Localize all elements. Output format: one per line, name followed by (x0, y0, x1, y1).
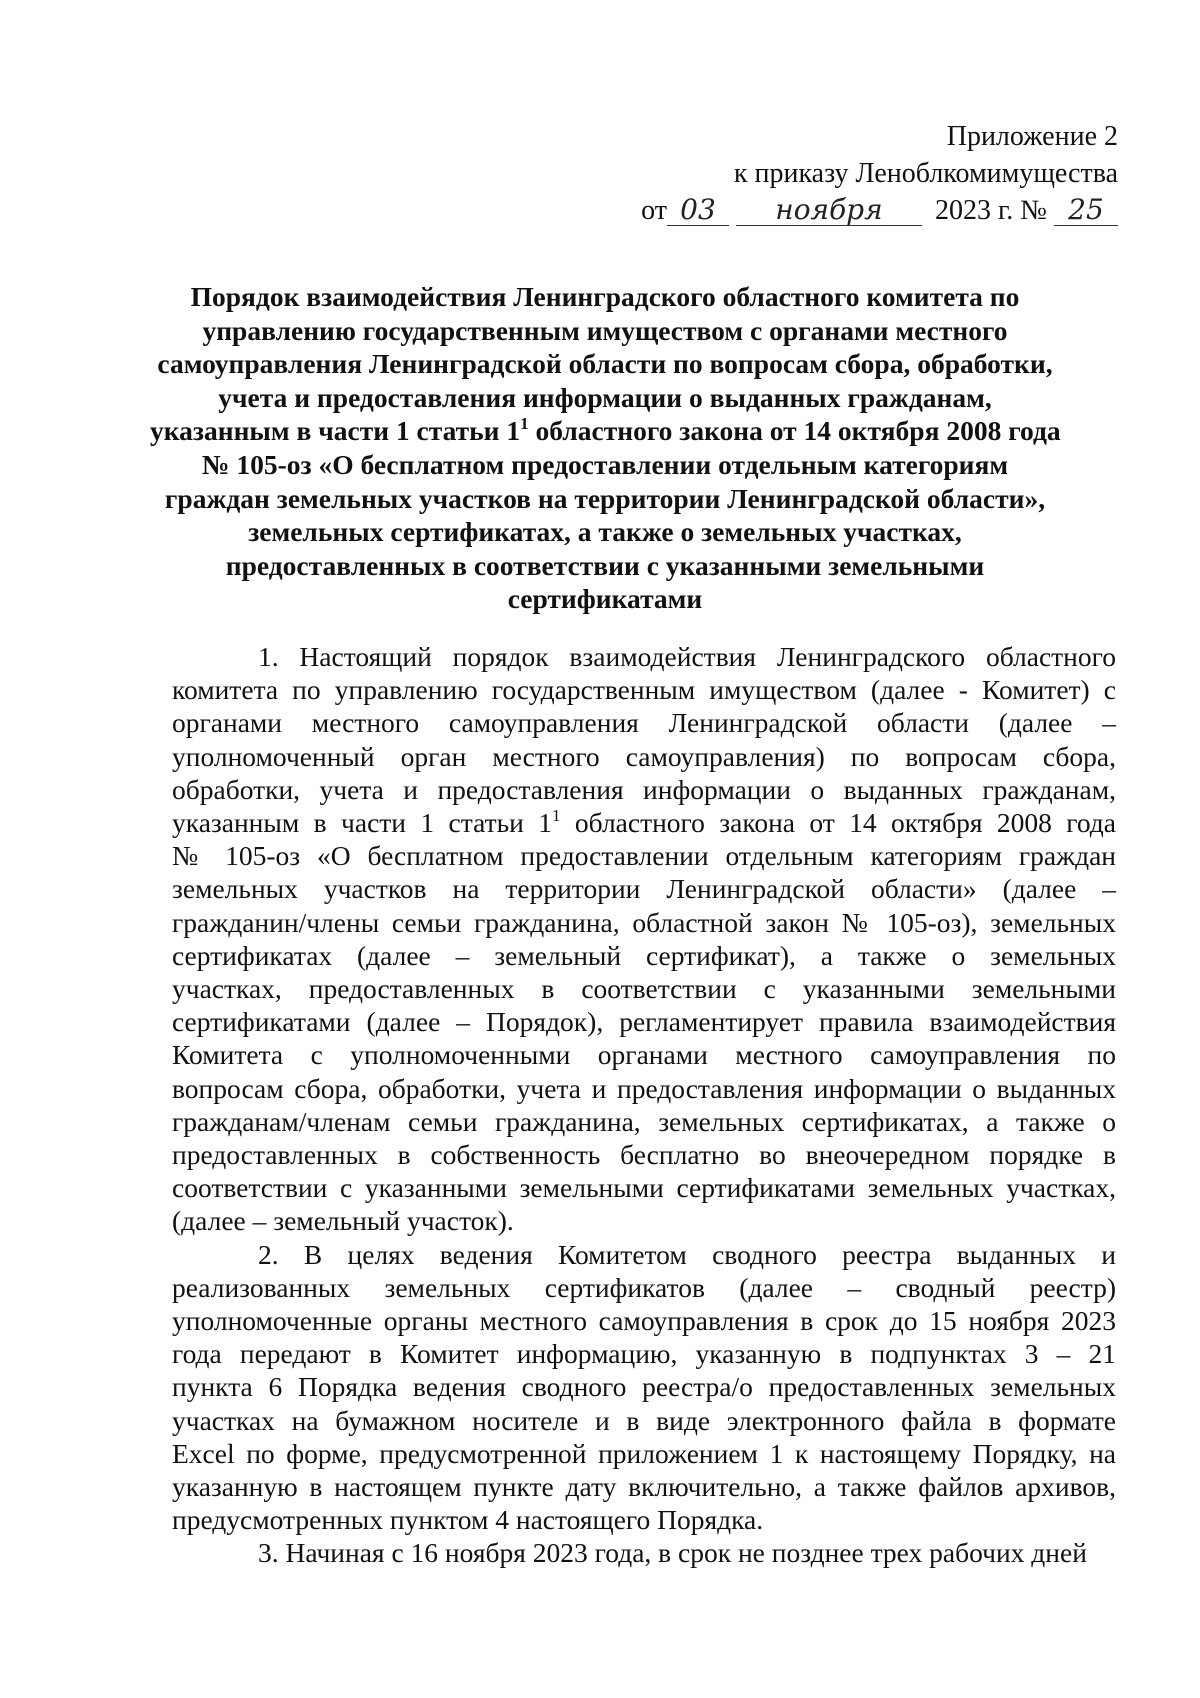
handwritten-month: ноября (736, 195, 922, 226)
article-superscript: 1 (552, 806, 561, 826)
title-line: предоставленных в соответствии с указанными земельными (225, 549, 985, 581)
handwritten-day: 03 (667, 195, 729, 226)
order-date-line (558, 192, 1118, 229)
document-body (172, 640, 1116, 1570)
title-line: Порядок взаимодействия Ленинградского областного комитета по (190, 281, 1020, 312)
title-line: самоуправления Ленинградской области по вопросам сбора, обработки, (157, 348, 1053, 380)
document-title (150, 280, 1060, 616)
title-line: граждан земельных участков на территории Ленинградской области», (164, 482, 1046, 514)
title-line: земельных сертификатах, а также о земельных участках, (248, 516, 962, 548)
title-line: управлению государственным имуществом с органами местного (202, 314, 1008, 346)
article-superscript: 1 (520, 414, 529, 434)
paragraph-3: 3. Начиная с 16 ноября 2023 года, в срок не позднее трех рабочих дней (258, 1537, 1087, 1569)
paragraph-1: 1. Настоящий порядок взаимодействия Ленинградского областного комитета по управлению государственным имуществом (далее - Комитет) с органами местного самоуправления Ленинградской области (далее – уполномоченный орган местного самоуправления) по вопросам сбора, обработки, учета и предоставления информации о выданных гражданам, указанным в части 1 статьи $1^1$ областного закона от 14 октября 2008 года № 105-оз «О бесплатном предоставлении отдельным категориям граждан земельных участков на территории Ленинградской области» (далее – гражданин/члены семьи гражданина, областной закон № 105-оз), земельных сертификатах (далее – земельный сертификат), а также о земельных участках, предоставленных в соответствии с указанными земельными сертификатами (далее – Порядок), регламентирует правила взаимодействия Комитета с уполномоченными органами местного самоуправления по вопросам сбора, обработки, учета и предоставления информации о выданных гражданам/членам семьи гражданина, земельных сертификатах, а также о предоставленных в собственность бесплатно во внеочередном порядке в соответствии с указанными земельными сертификатами земельных участках, (далее – земельный участок). (172, 641, 1117, 1237)
paragraph-2: 2. В целях ведения Комитетом сводного реестра выданных и реализованных земельных сертификатов (далее – сводный реестр) уполномоченные органы местного самоуправления в срок до 15 ноября 2023 года передают в Комитет информацию, указанную в подпунктах 3 – 21 пункта 6 Порядка ведения сводного реестра/о предоставленных земельных участках на бумажном носителе и в виде электронного файла в формате Excel по форме, предусмотренной приложением 1 к настоящему Порядку, на указанную в настоящем пункте дату включительно, а также файлов архивов, предусмотренных пунктом 4 настоящего Порядка. (172, 1238, 1116, 1536)
appendix-number: Приложение 2 (946, 121, 1118, 152)
appendix-order-ref: к приказу Леноблкомимущества (733, 158, 1118, 189)
title-line: учета и предоставления информации о выданных гражданам, (218, 381, 992, 413)
title-line: сертификатами (507, 583, 703, 615)
title-line: № 105-оз «О бесплатном предоставлении отдельным категориям (201, 448, 1009, 480)
handwritten-order-number: 25 (1054, 195, 1118, 226)
appendix-header (558, 118, 1118, 229)
date-year: 2023 г. № (934, 195, 1047, 226)
date-prefix: от (641, 195, 667, 226)
title-line: указанным в части 1 статьи $1^1$ областного закона от 14 октября 2008 года (150, 414, 1061, 447)
